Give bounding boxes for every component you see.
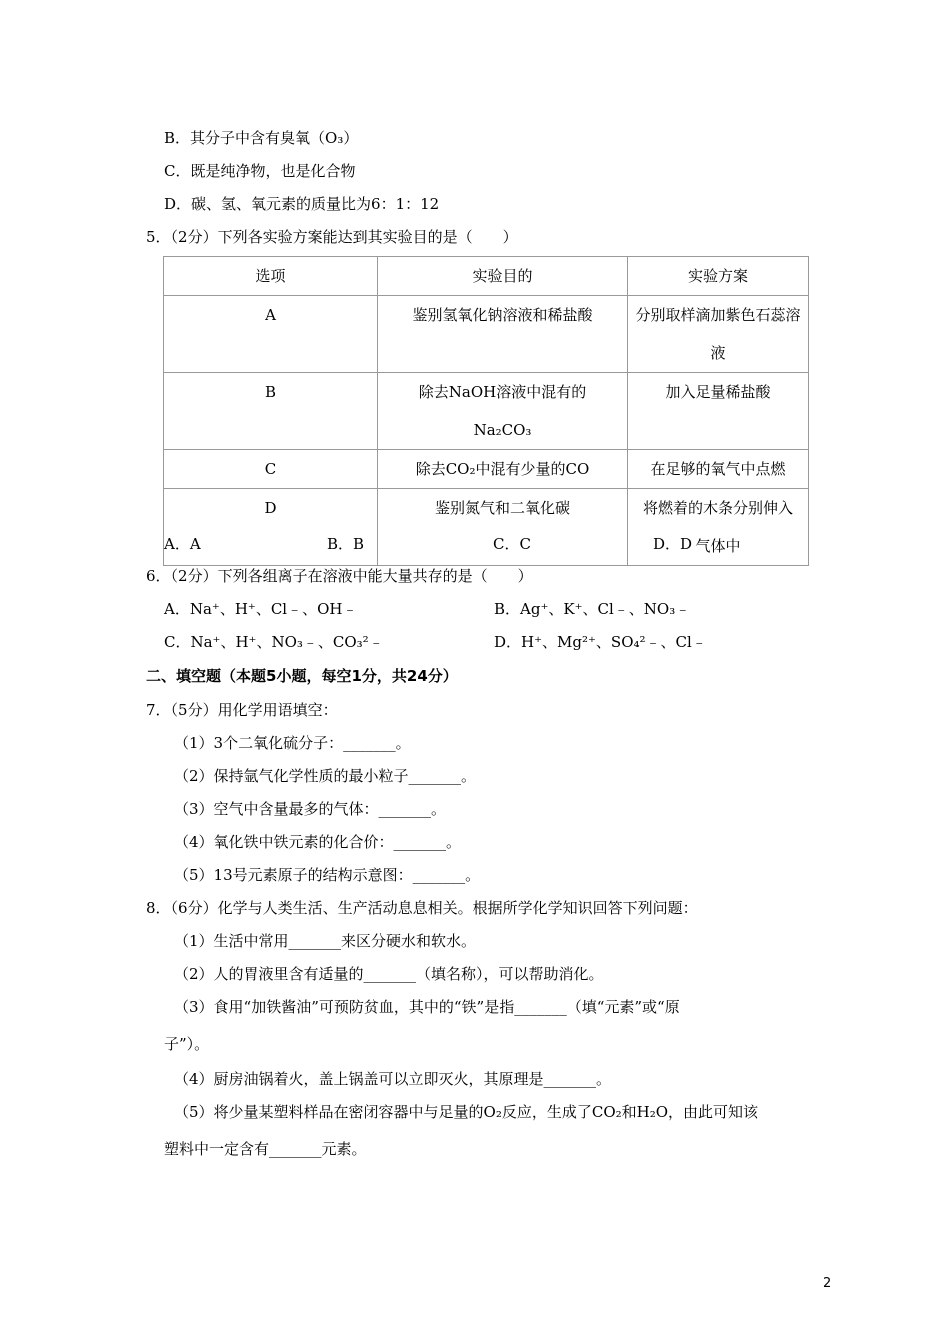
table-cell-text: 除去NaOH溶液中混有的Na₂CO₃ [418,383,587,439]
table-cell: D [164,489,378,566]
table-header-row [164,257,809,296]
q8-item: （3）食用“加铁酱油”可预防贫血，其中的“铁”是指_______（填“元素”或“原 [174,998,680,1016]
table-row [164,450,809,489]
q7-item: （3）空气中含量最多的气体：_______。 [174,800,447,818]
table-cell: C [164,450,378,489]
q5-stem: 5．（2分）下列各实验方案能达到其实验目的是（ ） [146,228,518,246]
table-cell: 除去CO₂中混有少量的CO [378,450,628,489]
q7-item: （2）保持氩气化学性质的最小粒子_______。 [174,767,477,785]
q8-item: （5）将少量某塑料样品在密闭容器中与足量的O₂反应，生成了CO₂和H₂O，由此可知该 [174,1103,759,1121]
q5-answer-a: A．A [164,535,201,553]
table-cell: B [164,373,378,450]
q4-option-b: B．其分子中含有臭氧（O₃） [164,129,359,147]
table-cell: 加入足量稀盐酸 [628,373,809,450]
table-cell: 鉴别氮气和二氧化碳 [378,489,628,566]
q7-item: （1）3个二氧化硫分子：_______。 [174,734,411,752]
q5-table [163,256,809,566]
q8-item-continuation: 塑料中一定含有_______元素。 [164,1140,367,1158]
table-row [164,373,809,450]
q6-option-a: A．Na⁺、H⁺、Cl﹣、OH﹣ [164,600,358,618]
table-cell: 分别取样滴加紫色石蕊溶液 [628,296,809,373]
table-header: 选项 [164,257,378,296]
q6-option-c: C．Na⁺、H⁺、NO₃﹣、CO₃²﹣ [164,633,384,651]
q6-option-d: D．H⁺、Mg²⁺、SO₄²﹣、Cl﹣ [494,633,707,651]
table-cell: 鉴别氢氧化钠溶液和稀盐酸 [378,296,628,373]
q6-stem: 6．（2分）下列各组离子在溶液中能大量共存的是（ ） [146,567,533,585]
q7-item: （5）13号元素原子的结构示意图：_______。 [174,866,481,884]
section-heading: 二、填空题（本题5小题，每空1分，共24分） [146,667,458,685]
table-header: 实验目的 [378,257,628,296]
table-cell-text: 将燃着的木条分别伸入气体中 [642,499,793,555]
q5-answer-b: B．B [327,535,365,553]
table-cell [378,373,628,450]
q7-item: （4）氧化铁中铁元素的化合价：_______。 [174,833,462,851]
table-cell: 在足够的氧气中点燃 [628,450,809,489]
table-row [164,296,809,373]
q5-answer-d: D．D [653,535,693,553]
q4-option-d: D．碳、氢、氧元素的质量比为6：1：12 [164,195,440,213]
q8-item: （4）厨房油锅着火，盖上锅盖可以立即灭火，其原理是_______。 [174,1070,612,1088]
q8-stem: 8．（6分）化学与人类生活、生产活动息息相关。根据所学化学知识回答下列问题： [146,899,698,917]
q5-answer-c: C．C [493,535,531,553]
q8-item: （1）生活中常用_______来区分硬水和软水。 [174,932,477,950]
table-row [164,489,809,566]
table-cell: A [164,296,378,373]
table-header: 实验方案 [628,257,809,296]
q4-option-c: C．既是纯净物，也是化合物 [164,162,356,180]
q6-option-b: B．Ag⁺、K⁺、Cl﹣、NO₃﹣ [494,600,691,618]
q8-item-continuation: 子”）。 [164,1035,210,1053]
page-number: 2 [823,1276,832,1291]
q8-item: （2）人的胃液里含有适量的_______（填名称），可以帮助消化。 [174,965,604,983]
q7-stem: 7．（5分）用化学用语填空： [146,701,338,719]
